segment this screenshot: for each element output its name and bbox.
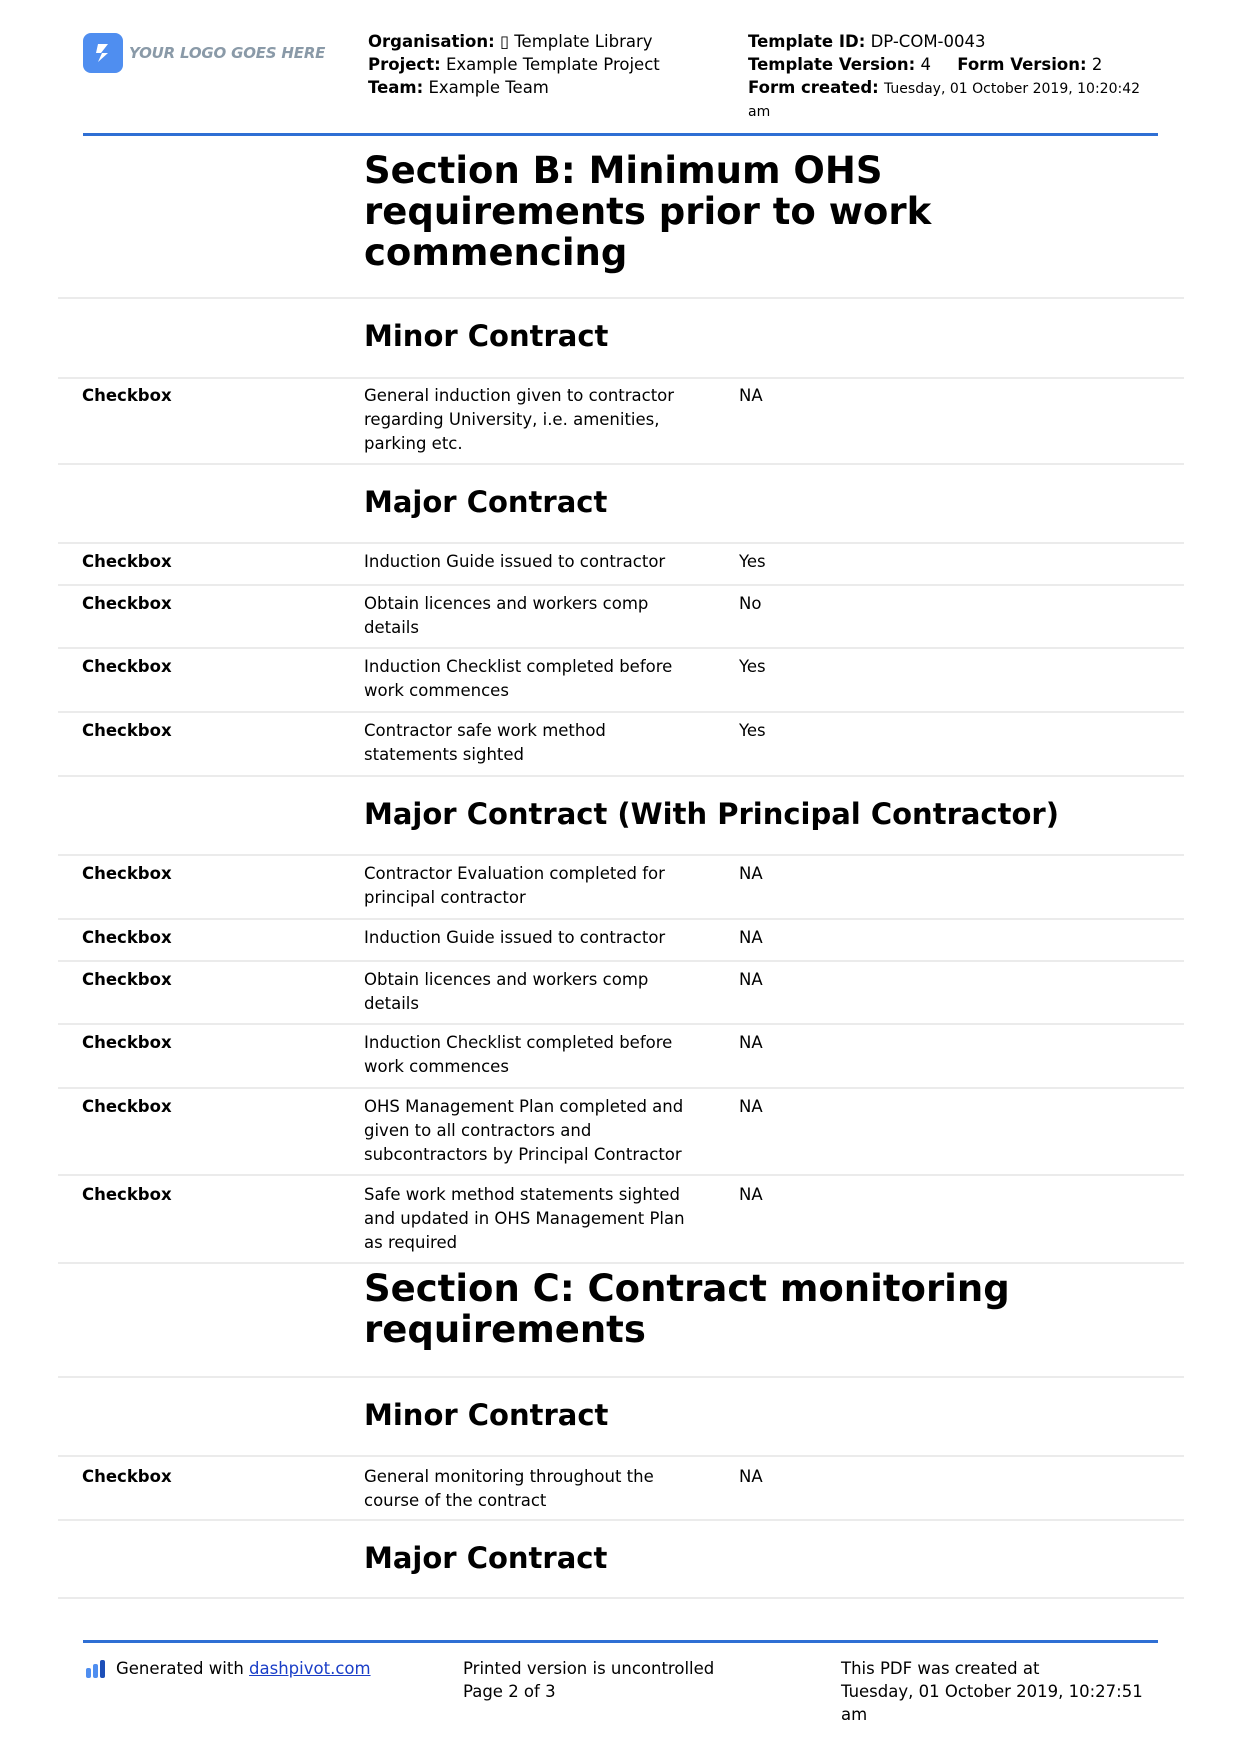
row-value: No [739, 594, 762, 613]
divider [58, 1519, 1184, 1521]
divider [58, 1174, 1184, 1176]
minor-contract-heading: Minor Contract [364, 319, 609, 353]
page-header [0, 0, 1239, 140]
row-label: Checkbox [82, 552, 172, 571]
footer-generated [86, 1657, 371, 1680]
created-line-1: This PDF was created at [841, 1659, 1040, 1678]
row-description: General monitoring throughout the course of the contract [364, 1467, 654, 1510]
row-label: Checkbox [82, 657, 172, 676]
row-description: Obtain licences and workers comp details [364, 970, 649, 1013]
row-value: NA [739, 1097, 763, 1116]
team-label: Team: [368, 78, 424, 97]
divider [58, 1023, 1184, 1025]
dashpivot-link[interactable]: dashpivot.com [249, 1659, 371, 1678]
divider [58, 542, 1184, 544]
row-label: Checkbox [82, 594, 172, 613]
template-id-label: Template ID: [748, 32, 866, 51]
row-description: Contractor safe work method statements sighted [364, 721, 606, 764]
section-b-title: Section B: Minimum OHS requirements prior to work commencing [364, 149, 932, 274]
logo-icon [83, 33, 123, 73]
divider [58, 1455, 1184, 1457]
page-number: Page 2 of 3 [463, 1682, 556, 1701]
template-id-value: DP-COM-0043 [870, 32, 986, 51]
row-description: OHS Management Plan completed and given to all contractors and subcontractors by Principal Contractor [364, 1097, 684, 1164]
row-label: Checkbox [82, 1033, 172, 1052]
form-created-value: Tuesday, 01 October 2019, 10:20:42 [884, 81, 1141, 97]
template-version-value: 4 [920, 55, 931, 74]
row-value: NA [739, 1467, 763, 1486]
row-label: Checkbox [82, 386, 172, 405]
footer-divider [83, 1640, 1158, 1643]
header-divider [83, 133, 1158, 136]
row-value: NA [739, 970, 763, 989]
dashpivot-icon [86, 1659, 110, 1679]
divider [58, 960, 1184, 962]
project-label: Project: [368, 55, 441, 74]
logo-text: YOUR LOGO GOES HERE [129, 44, 326, 62]
row-value: NA [739, 1033, 763, 1052]
form-version-label: Form Version: [957, 55, 1087, 74]
divider [58, 918, 1184, 920]
divider [58, 584, 1184, 586]
row-label: Checkbox [82, 1097, 172, 1116]
major-contract-heading: Major Contract [364, 1541, 608, 1575]
row-label: Checkbox [82, 721, 172, 740]
row-value: Yes [739, 721, 766, 740]
minor-contract-heading: Minor Contract [364, 1398, 609, 1432]
row-label: Checkbox [82, 1467, 172, 1486]
generated-prefix: Generated with [116, 1659, 244, 1678]
header-meta-right [748, 30, 1140, 124]
uncontrolled-notice: Printed version is uncontrolled [463, 1659, 715, 1678]
org-value: ▯ Template Library [499, 32, 653, 51]
row-label: Checkbox [82, 1185, 172, 1204]
form-created-ampm: am [748, 104, 771, 120]
divider [58, 1376, 1184, 1378]
row-description: General induction given to contractor regarding University, i.e. amenities, parking etc. [364, 386, 675, 453]
row-description: Induction Guide issued to contractor [364, 928, 666, 947]
row-label: Checkbox [82, 928, 172, 947]
section-c-title: Section C: Contract monitoring requirements [364, 1267, 1010, 1351]
created-line-2: Tuesday, 01 October 2019, 10:27:51 [841, 1682, 1143, 1701]
row-description: Safe work method statements sighted and updated in OHS Management Plan as required [364, 1185, 685, 1252]
form-version-value: 2 [1091, 55, 1103, 74]
org-label: Organisation: [368, 32, 495, 51]
project-value: Example Template Project [445, 55, 660, 74]
divider [58, 647, 1184, 649]
row-description: Induction Guide issued to contractor [364, 552, 666, 571]
row-value: NA [739, 864, 763, 883]
major-contract-heading: Major Contract [364, 485, 608, 519]
row-value: NA [739, 386, 763, 405]
row-description: Contractor Evaluation completed for principal contractor [364, 864, 665, 907]
template-version-label: Template Version: [748, 55, 916, 74]
row-label: Checkbox [82, 970, 172, 989]
divider [58, 1087, 1184, 1089]
row-value: Yes [739, 552, 766, 571]
divider [58, 1262, 1184, 1264]
divider [58, 377, 1184, 379]
team-value: Example Team [428, 78, 549, 97]
row-description: Obtain licences and workers comp details [364, 594, 649, 637]
footer-center [463, 1657, 714, 1703]
row-label: Checkbox [82, 864, 172, 883]
form-created-label: Form created: [748, 78, 879, 97]
row-value: Yes [739, 657, 766, 676]
divider [58, 463, 1184, 465]
row-value: NA [739, 1185, 763, 1204]
divider [58, 1597, 1184, 1599]
divider [58, 854, 1184, 856]
row-description: Induction Checklist completed before work commences [364, 657, 673, 700]
created-line-3: am [841, 1705, 868, 1724]
divider [58, 297, 1184, 299]
header-meta-left [368, 30, 660, 99]
row-value: NA [739, 928, 763, 947]
row-description: Induction Checklist completed before work commences [364, 1033, 673, 1076]
major-contract-principal-heading: Major Contract (With Principal Contractor) [364, 797, 1059, 831]
divider [58, 775, 1184, 777]
divider [58, 711, 1184, 713]
footer-created [841, 1657, 1171, 1726]
company-logo [83, 33, 325, 73]
